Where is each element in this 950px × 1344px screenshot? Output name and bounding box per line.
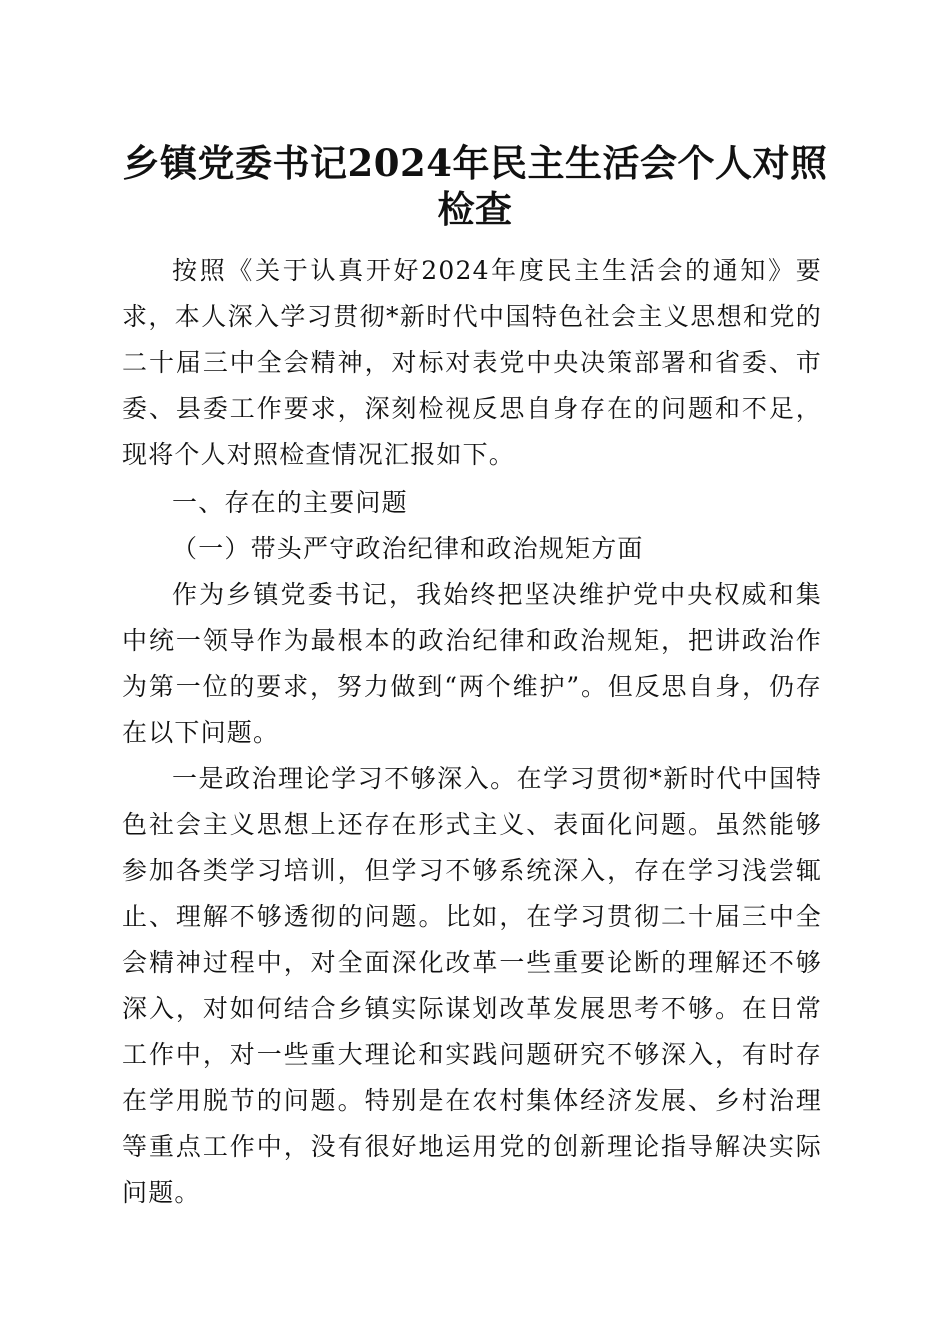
point-body: 在学习贯彻*新时代中国特色社会主义思想上还存在形式主义、表面化问题。虽然能够参加各类学习培训，但学习不够系统深入，存在学习浅尝辄止、理解不够透彻的问题。比如，在学习贯彻二十届三中全会精神过程中，对全面深化改革一些重要论断的理解还不够深入，对如何结合乡镇实际谋划改革发展思考不够。在日常工作中，对一些重大理论和实践问题研究不够深入，有时存在学用脱节的问题。特别是在农村集体经济发展、乡村治理等重点工作中，没有很好地运用党的创新理论指导解决实际问题。 xyxy=(122,764,822,1207)
document-body xyxy=(122,248,822,1216)
document-title: 乡镇党委书记2024年民主生活会个人对照检查 xyxy=(122,141,828,231)
point-paragraph xyxy=(122,756,822,1216)
subsection-heading: （一）带头严守政治纪律和政治规矩方面 xyxy=(172,534,644,563)
point-lead: 一是政治理论学习不够深入。 xyxy=(172,764,517,793)
section-heading: 一、存在的主要问题 xyxy=(172,488,408,517)
intro-paragraph: 按照《关于认真开好2024年度民主生活会的通知》要求，本人深入学习贯彻*新时代中国特色社会主义思想和党的二十届三中全会精神，对标对表党中央决策部署和省委、市委、县委工作要求，深刻检视反思自身存在的问题和不足，现将个人对照检查情况汇报如下。 xyxy=(122,256,822,469)
subsection-paragraph: 作为乡镇党委书记，我始终把坚决维护党中央权威和集中统一领导作为最根本的政治纪律和政治规矩，把讲政治作为第一位的要求，努力做到“两个维护”。但反思自身，仍存在以下问题。 xyxy=(122,580,822,747)
